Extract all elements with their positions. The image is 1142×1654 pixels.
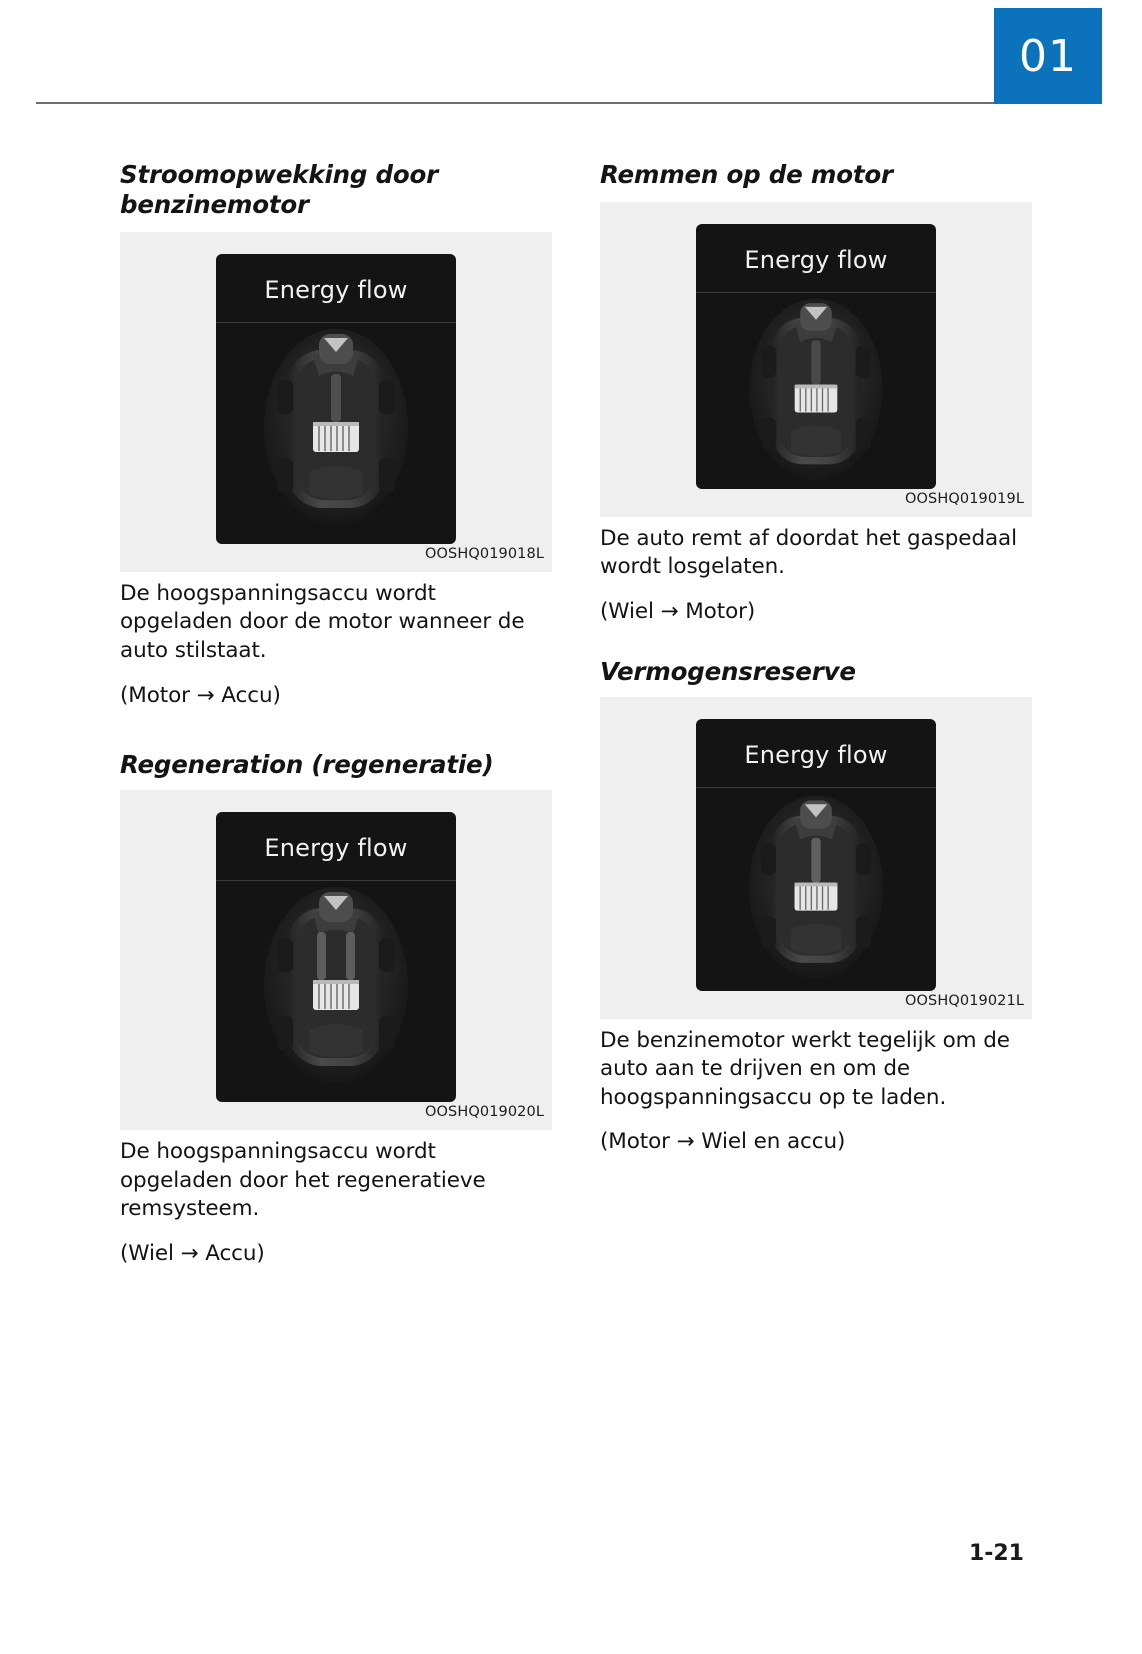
car-top-view-icon (261, 322, 411, 527)
page-header (0, 0, 1142, 110)
cluster-screen (216, 812, 456, 1102)
cluster-screen (696, 719, 936, 991)
chapter-number-label: 01 (1019, 30, 1077, 82)
flow-note-engine-wheel-battery: (Motor → Wiel en accu) (600, 1129, 846, 1155)
paragraph-engine-charging: De hoogspanningsaccu wordt opgeladen door de motor wanneer de auto stilstaat. (120, 580, 525, 663)
paragraph-engine-braking: De auto remt af doordat het gaspedaal wordt losgelaten. (600, 525, 1018, 580)
car-illustration (216, 880, 456, 1085)
car-illustration (696, 787, 936, 983)
flow-note-wheel-battery: (Wiel → Accu) (120, 1240, 265, 1266)
car-illustration (216, 322, 456, 527)
figure-energy-flow-power-reserve (600, 697, 1032, 1019)
section-heading-engine-braking: Remmen op de motor (600, 160, 893, 189)
figure-id-label: OOSHQ019019L (905, 490, 1024, 507)
section-heading-power-reserve: Vermogensreserve (600, 656, 856, 686)
car-top-view-icon (746, 787, 886, 983)
flow-note-engine-battery: (Motor → Accu) (120, 682, 281, 708)
flow-note-wheel-motor: (Wiel → Motor) (600, 599, 756, 625)
screen-title: Energy flow (744, 740, 888, 769)
right-column (600, 160, 1032, 1268)
page-content (0, 160, 1142, 1654)
figure-id-label: OOSHQ019021L (905, 992, 1024, 1009)
section-heading-stroomopwekking: Stroomopwekking door benzinemotor (120, 160, 439, 219)
car-illustration (696, 292, 936, 482)
figure-energy-flow-engine-braking (600, 202, 1032, 517)
car-top-view-icon (261, 880, 411, 1085)
section-spacer (120, 710, 552, 750)
paragraph-power-reserve: De benzinemotor werkt tegelijk om de auto aan te drijven en om de hoogspanningsaccu op te laden. (600, 1027, 1010, 1110)
figure-id-label: OOSHQ019018L (425, 545, 544, 562)
figure-id-label: OOSHQ019020L (425, 1104, 544, 1120)
cluster-screen (216, 254, 456, 544)
page-number: 1-21 (968, 1541, 1024, 1566)
chapter-number-tab (994, 8, 1102, 104)
screen-title: Energy flow (264, 275, 408, 304)
left-column (120, 160, 552, 1268)
cluster-screen (696, 224, 936, 489)
section-spacer (600, 627, 1032, 657)
paragraph-regeneration: De hoogspanningsaccu wordt opgeladen door het regeneratieve remsysteem. (120, 1139, 486, 1222)
figure-energy-flow-regeneration (120, 790, 552, 1130)
two-column-layout (120, 160, 1024, 1268)
figure-energy-flow-engine-charging (120, 232, 552, 572)
header-divider (36, 102, 994, 104)
car-top-view-icon (746, 292, 886, 482)
screen-title: Energy flow (264, 834, 408, 862)
section-heading-regeneration: Regeneration (regeneratie) (120, 750, 494, 780)
screen-title: Energy flow (744, 245, 888, 274)
